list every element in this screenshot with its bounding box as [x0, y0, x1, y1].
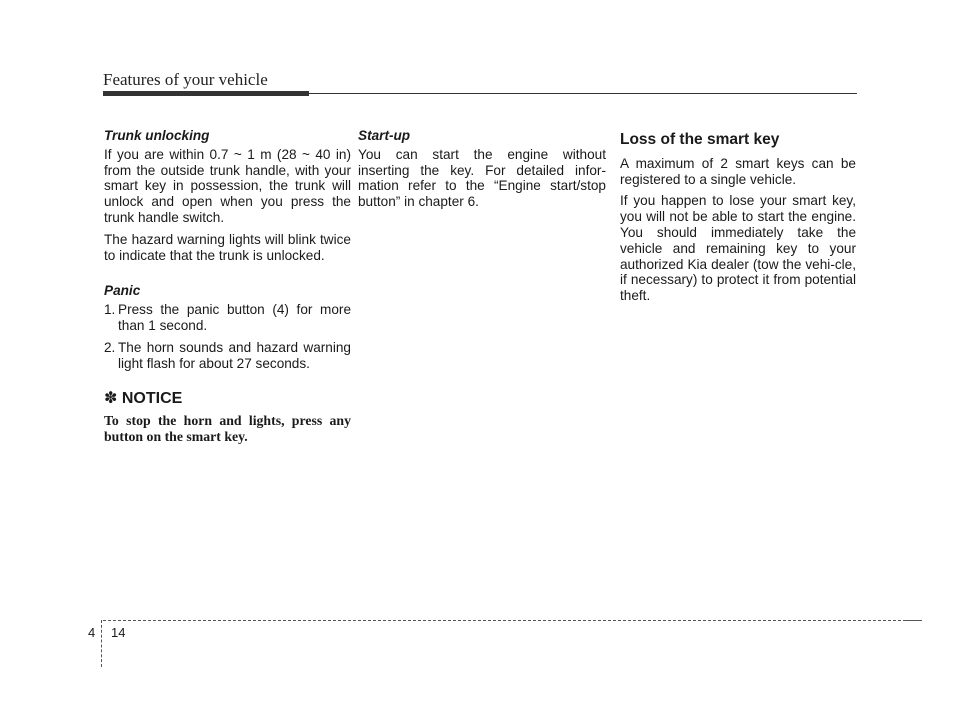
- list-item: [104, 340, 351, 372]
- header-title: Features of your vehicle: [103, 70, 268, 89]
- list-number: 2.: [104, 339, 116, 355]
- column-left: [104, 128, 351, 445]
- notice-heading: ✽ NOTICE: [104, 390, 183, 408]
- startup-paragraph: You can start the engine without inserting the key. For detailed infor-mation refer to the “Engine start/stop button” in chapter 6.: [358, 146, 606, 210]
- trunk-unlocking-heading: Trunk unlocking: [104, 128, 210, 143]
- notice-text: To stop the horn and lights, press any button on the smart key.: [104, 413, 351, 445]
- footer-divider: [101, 620, 102, 667]
- list-text: The horn sounds and hazard warning light flash for about 27 seconds.: [118, 339, 351, 371]
- loss-paragraph-1: A maximum of 2 smart keys can be registered to a single vehicle.: [620, 155, 856, 187]
- header-rule: [103, 93, 857, 94]
- list-item: [104, 302, 351, 334]
- list-number: 1.: [104, 302, 116, 318]
- panic-heading: Panic: [104, 283, 141, 299]
- trunk-unlocking-paragraph-1: If you are within 0.7 ~ 1 m (28 ~ 40 in) from the outside trunk handle, with your smart key in possession, the trunk will unlock and open when you press the trunk handle switch.: [104, 146, 351, 225]
- startup-heading: Start-up: [358, 128, 411, 143]
- page-number: 14: [111, 625, 126, 640]
- trunk-unlocking-paragraph-2: The hazard warning lights will blink twice to indicate that the trunk is unlocked.: [104, 231, 351, 263]
- loss-of-smart-key-heading: Loss of the smart key: [620, 131, 780, 148]
- footer-rule: [103, 620, 921, 621]
- column-middle: [358, 128, 606, 216]
- list-text: Press the panic button (4) for more than 1 second.: [118, 302, 351, 333]
- loss-paragraph-2: If you happen to lose your smart key, you will not be able to start the engine. You should immediately take the vehicle and remaining key to your authorized Kia dealer (tow the vehi-cle, if necessary) to protect it from potential theft.: [620, 193, 856, 304]
- footer-rule-tail: [904, 620, 922, 621]
- column-right: [620, 128, 856, 310]
- chapter-number: 4: [88, 625, 96, 640]
